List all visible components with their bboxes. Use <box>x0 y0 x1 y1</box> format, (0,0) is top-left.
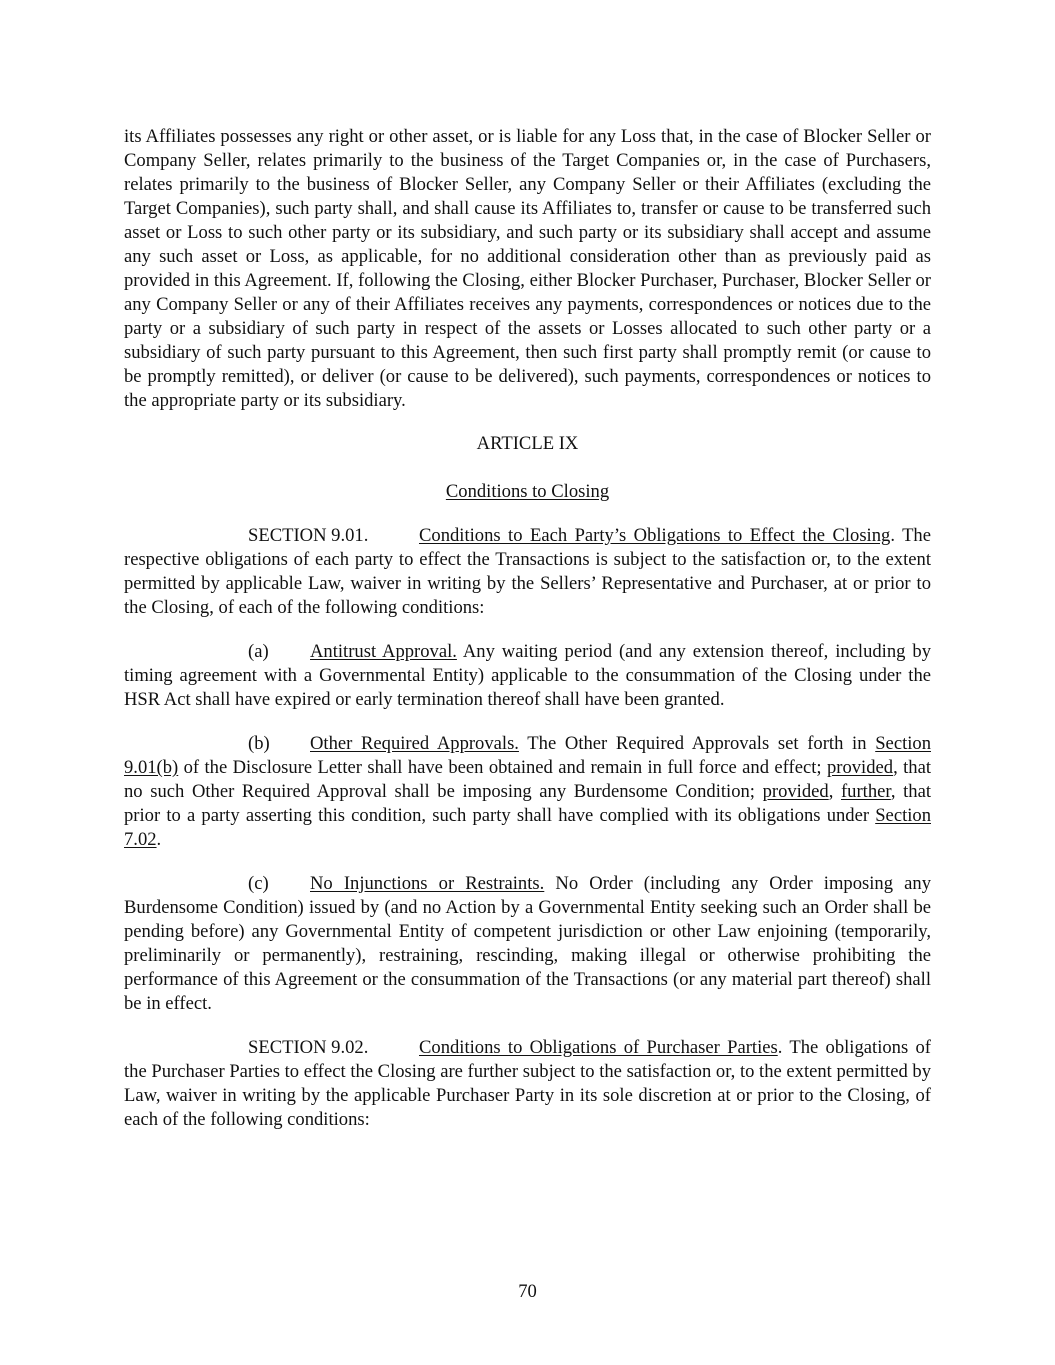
intro-paragraph: its Affiliates possesses any right or other asset, or is liable for any Loss that, in the case of Blocker Seller or Company Seller, relates primarily to the business of the Target Companies or, in the case of Purchasers, relates primarily to the business of Blocker Seller, any Company Seller or their Affiliates (excluding the Target Companies), such party shall, and shall cause its Affiliates to, transfer or cause to be transferred such asset or Loss to such other party or its subsidiary, and such party or its subsidiary shall accept and assume any such asset or Loss, as applicable, for no additional consideration other than as previously paid as provided in this Agreement. If, following the Closing, either Blocker Purchaser, Purchaser, Blocker Seller or any Company Seller or any of their Affiliates receives any payments, correspondences or notices due to the party or a subsidiary of such party in respect of the assets or Losses allocated to such other party or a subsidiary of such party pursuant to this Agreement, then such first party shall promptly remit (or cause to be promptly remitted), or deliver (or cause to be delivered), such payments, correspondences or notices to the appropriate party or its subsidiary. <box>124 126 931 411</box>
clause-b-text: of the Disclosure Letter shall have been obtained and remain in full force and effect; <box>178 757 827 778</box>
section-9-01-heading: Conditions to Each Party’s Obligations to Effect the Closing <box>419 525 891 546</box>
section-9-02 <box>124 1036 931 1132</box>
article-heading: ARTICLE IX <box>476 433 579 454</box>
section-9-01-body: The respective obligations of each party to effect the Transactions is subject to the satisfaction or, to the extent permitted by applicable Law, waiver in writing by the Sellers’ Representative and Purchaser, at or prior to the Closing, of each of the following conditions: <box>124 525 931 618</box>
clause-c <box>124 872 931 1016</box>
clause-b-text: The Other Required Approvals set forth in <box>518 733 876 754</box>
clause-a-body: Any waiting period (and any extension thereof, including by timing agreement with a Governmental Entity) applicable to the consummation of the Closing under the HSR Act shall have expired or early termination thereof shall have been granted. <box>124 641 931 710</box>
section-9-02-body: The obligations of the Purchaser Parties to effect the Closing are further subject to the satisfaction or, to the extent permitted by Law, waiver in writing by the applicable Purchaser Party in its sole discretion at or prior to the Closing, of each of the following conditions: <box>124 1037 931 1130</box>
clause-b <box>124 732 931 852</box>
page-body <box>124 125 931 1132</box>
section-9-01 <box>124 524 931 620</box>
clause-c-body: No Order (including any Order imposing any Burdensome Condition) issued by (and no Action by a Governmental Entity seeking such an Order shall be pending before) any Governmental Entity of competent jurisdiction or other Law enjoining (temporarily, preliminarily or permanently), restraining, rescinding, making illegal or otherwise prohibiting the performance of this Agreement or the consummation of the Transactions (or any material part thereof) shall be in effect. <box>124 873 932 1014</box>
section-9-02-heading: Conditions to Obligations of Purchaser Parties <box>419 1037 778 1058</box>
provided-term: provided <box>826 757 894 778</box>
further-term: further <box>840 781 891 802</box>
clause-b-text: , that no such Other Required Approval shall be imposing any Burdensome Condition; <box>124 757 931 802</box>
clause-a-heading: Antitrust Approval. <box>310 641 457 662</box>
article-title <box>124 480 931 504</box>
section-9-02-number: SECTION 9.02. <box>248 1037 369 1058</box>
clause-a-letter: (a) <box>248 641 269 662</box>
clause-b-text: . <box>156 829 162 850</box>
section-9-01-number: SECTION 9.01. <box>248 525 369 546</box>
cross-reference: Section 7.02 <box>124 805 931 850</box>
clause-c-heading: No Injunctions or Restraints. <box>310 873 545 894</box>
clause-b-letter: (b) <box>248 733 270 754</box>
provided-term: provided <box>762 781 829 802</box>
clause-c-letter: (c) <box>248 873 269 894</box>
article-title-text: Conditions to Closing <box>445 481 610 502</box>
section-9-02-heading-end: . <box>777 1037 783 1058</box>
clause-b-heading: Other Required Approvals. <box>310 733 519 754</box>
section-9-01-heading-end: . <box>890 525 895 546</box>
page-number: 70 <box>518 1281 537 1302</box>
cross-reference: Section 9.01(b) <box>124 733 931 778</box>
clause-b-text: , that prior to a party asserting this condition, such party shall have complied with its obligations under <box>124 781 931 826</box>
clause-b-text: , <box>828 781 841 802</box>
clause-a <box>124 640 931 712</box>
